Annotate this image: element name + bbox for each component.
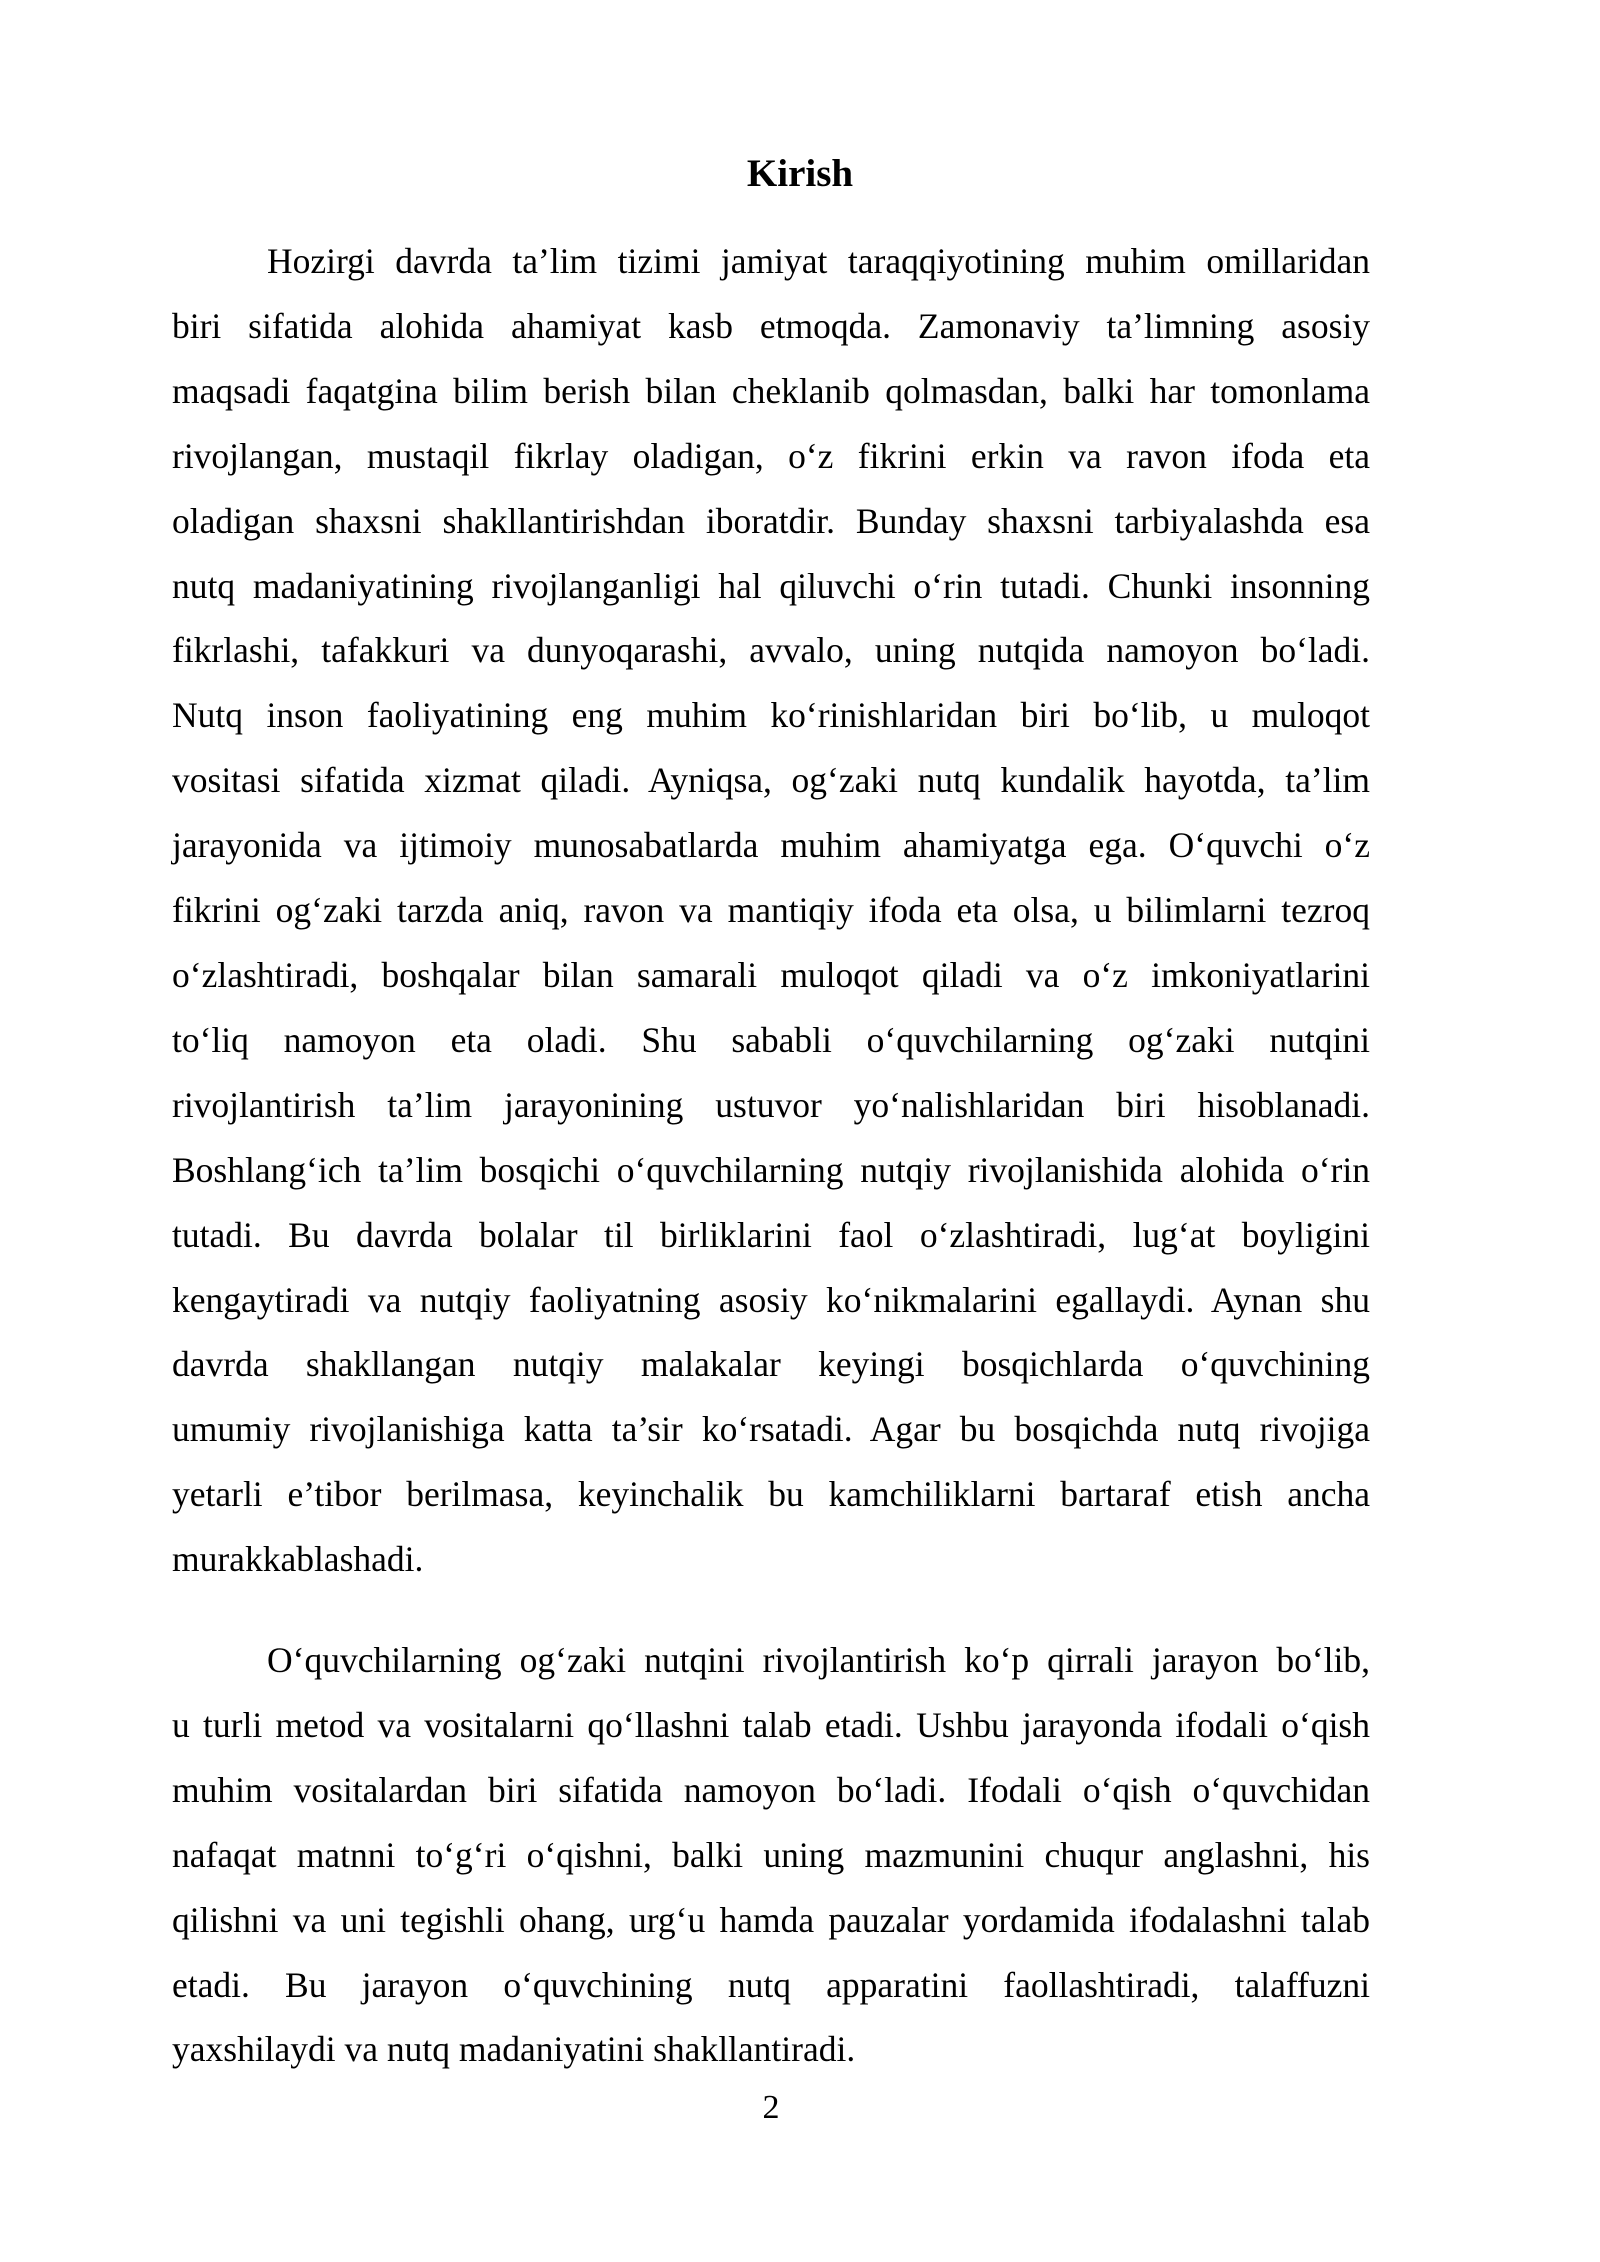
paragraph-2 (172, 1628, 1370, 2082)
text-line: umumiy rivojlanishiga katta ta’sir ko‘rsatadi. Agar bu bosqichda nutq rivojiga (172, 1409, 1370, 1450)
section-heading: Kirish (746, 152, 854, 195)
text-line: muhim vositalardan biri sifatida namoyon bo‘ladi. Ifodali o‘qish o‘quvchidan (172, 1769, 1370, 1810)
text-line: davrda shakllangan nutqiy malakalar keyingi bosqichlarda o‘quvchining (172, 1344, 1370, 1385)
text-line: rivojlantirish ta’lim jarayonining ustuvor yo‘nalishlaridan biri hisoblanadi. (172, 1084, 1370, 1125)
page-number: 2 (762, 2089, 780, 2126)
text-line: vositasi sifatida xizmat qiladi. Ayniqsa, og‘zaki nutq kundalik hayotda, ta’lim (172, 760, 1370, 801)
text-line: u turli metod va vositalarni qo‘llashni talab etadi. Ushbu jarayonda ifodali o‘qish (172, 1704, 1370, 1745)
text-line: murakkablashadi. (172, 1539, 424, 1580)
text-line: O‘quvchilarning og‘zaki nutqini rivojlantirish ko‘p qirrali jarayon bo‘lib, (267, 1640, 1370, 1681)
text-line: fikrini og‘zaki tarzda aniq, ravon va mantiqiy ifoda eta olsa, u bilimlarni tezroq (172, 890, 1370, 931)
text-line: Hozirgi davrda ta’lim tizimi jamiyat taraqqiyotining muhim omillaridan (267, 241, 1370, 281)
text-line: Boshlang‘ich ta’lim bosqichi o‘quvchilarning nutqiy rivojlanishida alohida o‘rin (172, 1149, 1370, 1190)
text-line: nafaqat matnni to‘g‘ri o‘qishni, balki uning mazmunini chuqur anglashni, his (172, 1834, 1370, 1875)
document-body (172, 229, 1370, 2082)
text-line: nutq madaniyatining rivojlanganligi hal qiluvchi o‘rin tutadi. Chunki insonning (172, 565, 1370, 606)
text-line: fikrlashi, tafakkuri va dunyoqarashi, avvalo, uning nutqida namoyon bo‘ladi. (172, 630, 1370, 671)
text-line: yaxshilaydi va nutq madaniyatini shakllantiradi. (172, 2029, 856, 2070)
text-line: o‘zlashtiradi, boshqalar bilan samarali muloqot qiladi va o‘z imkoniyatlarini (172, 954, 1370, 995)
text-line: biri sifatida alohida ahamiyat kasb etmoqda. Zamonaviy ta’limning asosiy (172, 305, 1370, 346)
text-line: Nutq inson faoliyatining eng muhim ko‘rinishlaridan biri bo‘lib, u muloqot (172, 695, 1370, 736)
text-line: oladigan shaxsni shakllantirishdan iboratdir. Bunday shaxsni tarbiyalashda esa (172, 500, 1370, 541)
text-line: kengaytiradi va nutqiy faoliyatning asosiy ko‘nikmalarini egallaydi. Aynan shu (172, 1279, 1370, 1320)
paragraph-1 (172, 229, 1370, 1592)
text-line: tutadi. Bu davrda bolalar til birliklarini faol o‘zlashtiradi, lug‘at boyligini (172, 1214, 1370, 1255)
text-line: rivojlangan, mustaqil fikrlay oladigan, o‘z fikrini erkin va ravon ifoda eta (172, 435, 1370, 476)
text-line: qilishni va uni tegishli ohang, urg‘u hamda pauzalar yordamida ifodalashni talab (172, 1899, 1370, 1940)
text-line: etadi. Bu jarayon o‘quvchining nutq apparatini faollashtiradi, talaffuzni (172, 1964, 1370, 2005)
text-line: maqsadi faqatgina bilim berish bilan cheklanib qolmasdan, balki har tomonlama (172, 370, 1370, 411)
text-line: yetarli e’tibor berilmasa, keyinchalik bu kamchiliklarni bartaraf etish ancha (172, 1474, 1370, 1515)
text-line: to‘liq namoyon eta oladi. Shu sababli o‘quvchilarning og‘zaki nutqini (172, 1019, 1370, 1060)
text-line: jarayonida va ijtimoiy munosabatlarda muhim ahamiyatga ega. O‘quvchi o‘z (172, 825, 1370, 866)
